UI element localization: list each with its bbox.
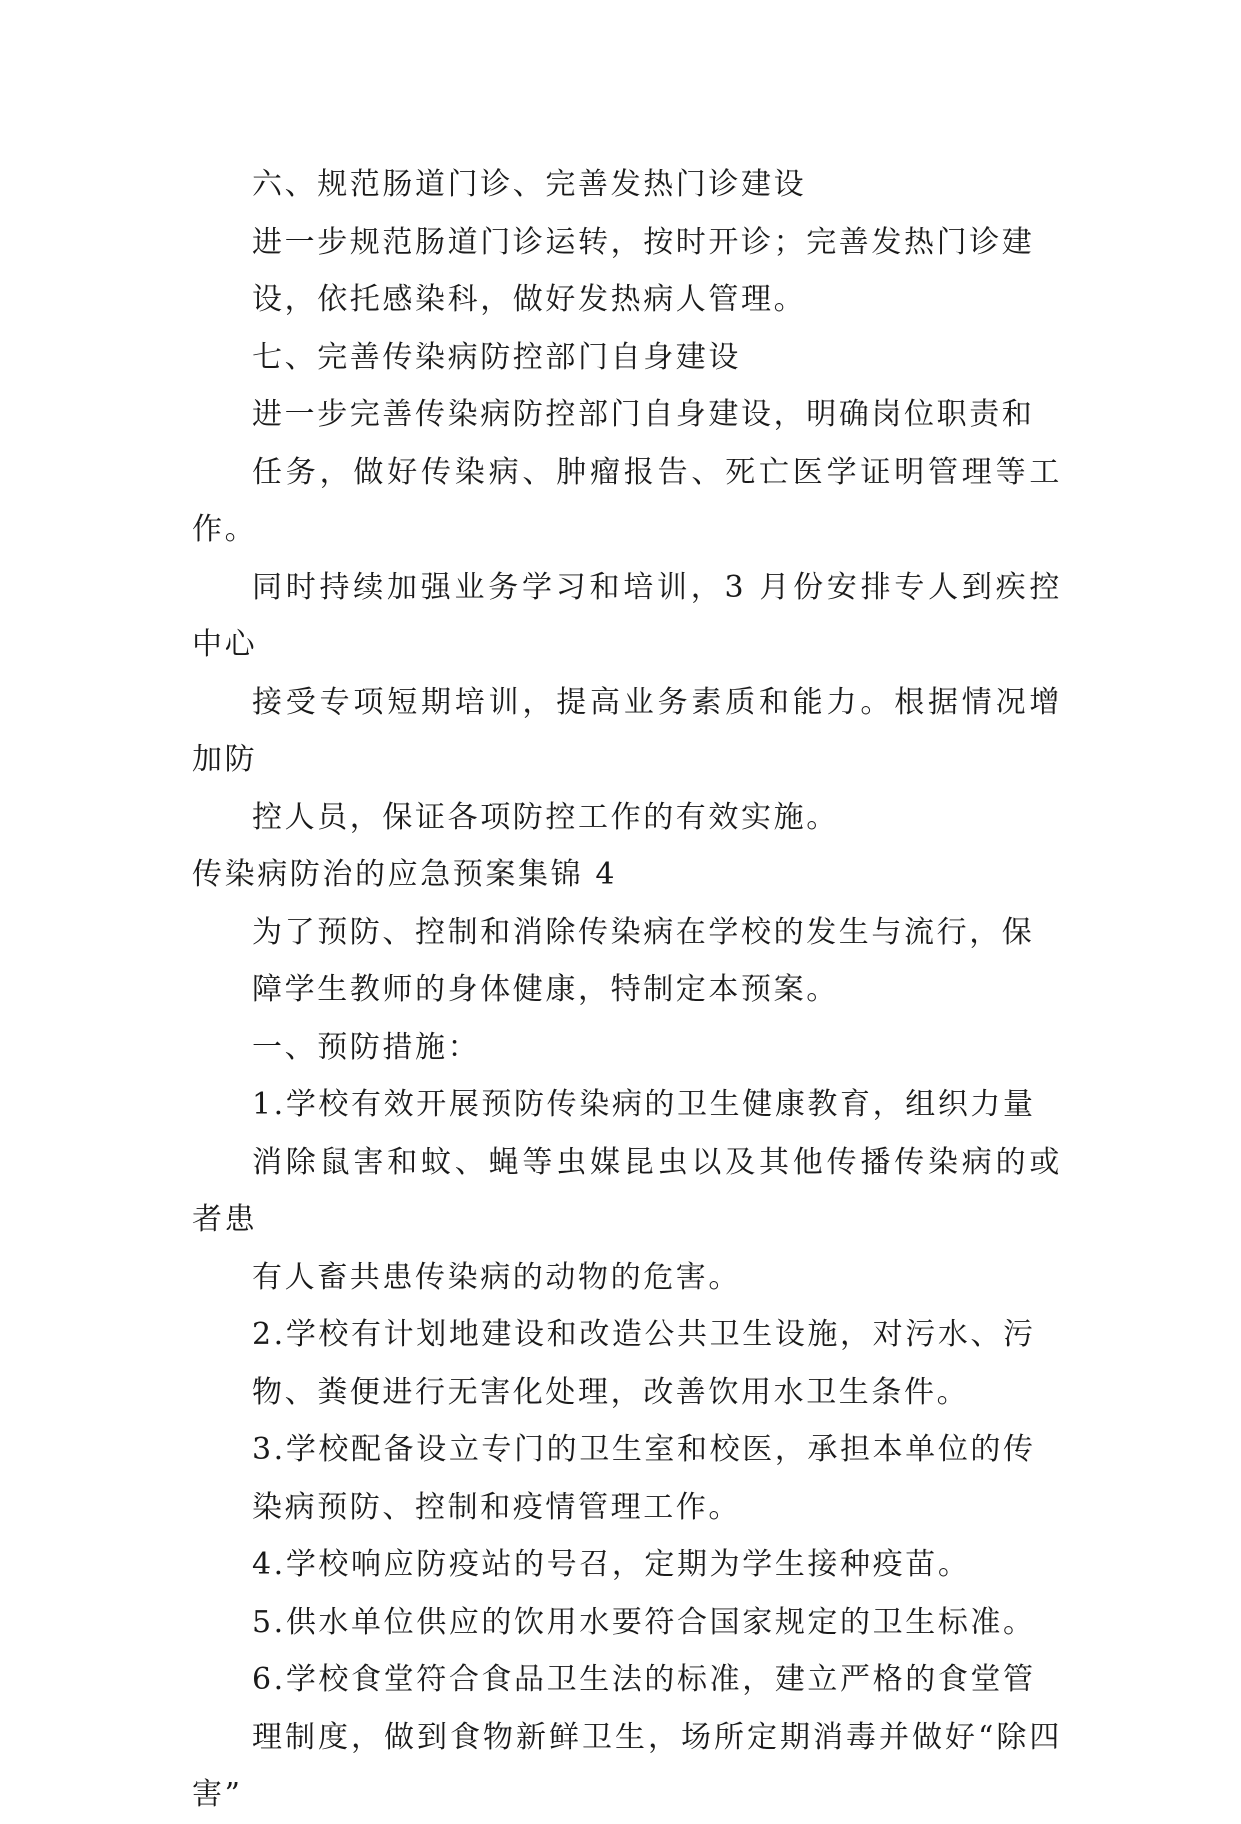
text-line: 进一步规范肠道门诊运转，按时开诊；完善发热门诊建 [252,224,1035,260]
document-body [192,156,1062,1824]
body-paragraph [192,1421,1062,1536]
body-paragraph [192,904,1062,1019]
text-line: 染病预防、控制和疫情管理工作。 [252,1489,741,1525]
text-line: 同时持续加强业务学习和培训，3 月份安排专人到疾控中心 [192,569,1062,662]
text-line: 七、完善传染病防控部门自身建设 [252,339,741,375]
text-line: 一、预防措施： [252,1029,481,1065]
text-line: 物、粪便进行无害化处理，改善饮用水卫生条件。 [252,1374,970,1410]
paragraph-list [192,156,1062,1824]
text-line: 4.学校响应防疫站的号召，定期为学生接种疫苗。 [252,1547,971,1582]
body-paragraph [192,1536,1062,1594]
text-line: 3.学校配备设立专门的卫生室和校医，承担本单位的传 [252,1432,1036,1467]
section-heading [192,846,1062,904]
text-line: 2.学校有计划地建设和改造公共卫生设施，对污水、污 [252,1317,1036,1352]
body-paragraph [192,1306,1062,1421]
text-line: 消除鼠害和蚊、蝇等虫媒昆虫以及其他传播传染病的或者患 [192,1144,1062,1237]
text-line: 为了预防、控制和消除传染病在学校的发生与流行，保 [252,914,1035,950]
text-line: 理制度，做到食物新鲜卫生，场所定期消毒并做好“除四害” [192,1719,1062,1812]
text-line: 障学生教师的身体健康，特制定本预案。 [252,972,839,1007]
body-paragraph [192,156,1062,214]
text-line: 控人员，保证各项防控工作的有效实施。 [252,799,839,835]
body-paragraph [192,1594,1062,1652]
text-line: 有人畜共患传染病的动物的危害。 [252,1259,741,1295]
body-paragraph [192,329,1062,387]
text-line: 接受专项短期培训，提高业务素质和能力。根据情况增加防 [192,684,1062,777]
text-line: 6.学校食堂符合食品卫生法的标准，建立严格的食堂管 [252,1662,1036,1697]
body-paragraph [192,386,1062,846]
body-paragraph [192,1076,1062,1306]
body-paragraph [192,214,1062,329]
text-line: 任务，做好传染病、肿瘤报告、死亡医学证明管理等工作。 [192,454,1062,547]
body-paragraph [192,1651,1062,1824]
text-line: 传染病防治的应急预案集锦 4 [192,857,618,892]
text-line: 5.供水单位供应的饮用水要符合国家规定的卫生标准。 [252,1604,1036,1640]
text-line: 进一步完善传染病防控部门自身建设，明确岗位职责和 [252,397,1035,432]
text-line: 设，依托感染科，做好发热病人管理。 [252,282,807,317]
text-line: 六、规范肠道门诊、完善发热门诊建设 [252,167,807,202]
body-paragraph [192,1019,1062,1077]
text-line: 1.学校有效开展预防传染病的卫生健康教育，组织力量 [252,1087,1036,1122]
